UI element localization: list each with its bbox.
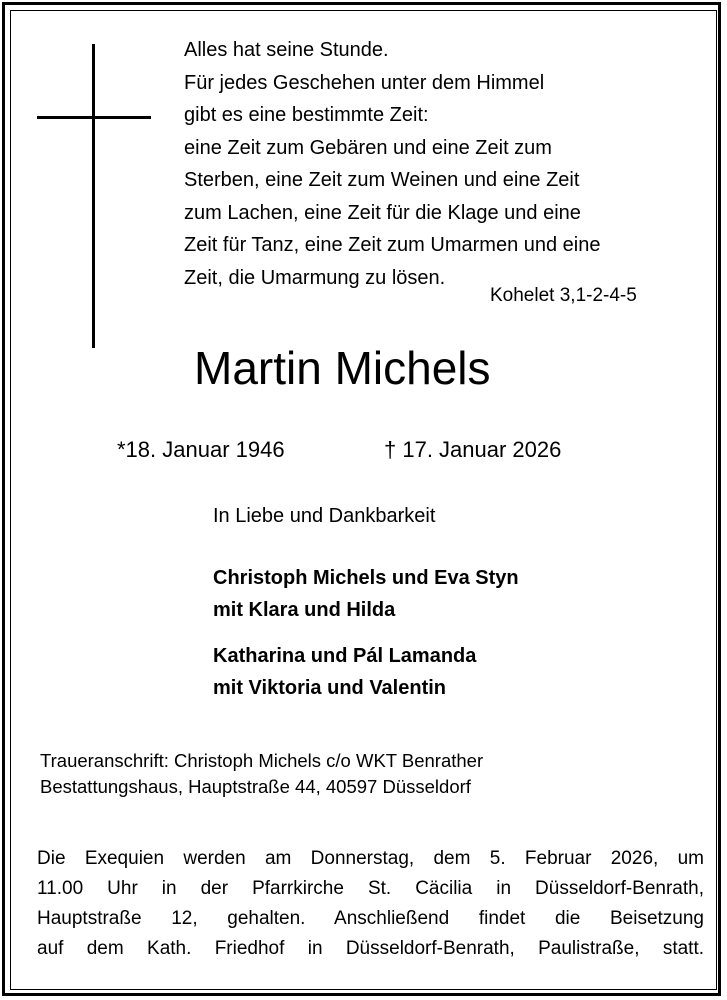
dedication-text: In Liebe und Dankbarkeit (213, 505, 436, 527)
service-line: 11.00 Uhr in der Pfarrkirche St. Cäcilia in Düsseldorf-Benrath, (37, 878, 704, 899)
family-names: Katharina und Pál Lamanda (213, 645, 477, 667)
verse-line: Für jedes Geschehen unter dem Himmel (184, 71, 545, 94)
verse-line: gibt es eine bestimmte Zeit: (184, 104, 429, 126)
mourning-address (40, 748, 483, 800)
service-line: Die Exequien werden am Donnerstag, dem 5. Februar 2026, um (37, 848, 704, 869)
birth-date: *18. Januar 1946 (117, 437, 285, 462)
death-date: † 17. Januar 2026 (384, 437, 562, 462)
family-group (213, 640, 476, 704)
cross-horizontal-bar (37, 116, 151, 119)
family-names: Christoph Michels und Eva Styn (213, 567, 519, 589)
service-line: Hauptstraße 12, gehalten. Anschließend findet die Beisetzung (37, 908, 704, 929)
verse-source: Kohelet 3,1-2-4-5 (490, 285, 637, 306)
verse-line: Sterben, eine Zeit zum Weinen und eine Zeit (184, 169, 580, 191)
verse-line: eine Zeit zum Gebären und eine Zeit zum (184, 136, 552, 159)
family-group (213, 562, 519, 626)
address-line: Traueranschrift: Christoph Michels c/o WKT Benrather (40, 750, 484, 771)
verse-line: zum Lachen, eine Zeit für die Klage und eine (184, 201, 581, 224)
verse-line: Alles hat seine Stunde. (184, 39, 389, 61)
bible-verse (184, 34, 694, 294)
family-children: mit Klara und Hilda (213, 599, 396, 621)
cross-vertical-bar (92, 44, 95, 348)
family-children: mit Viktoria und Valentin (213, 677, 447, 699)
verse-line: Zeit für Tanz, eine Zeit zum Umarmen und eine (184, 234, 601, 256)
service-line: auf dem Kath. Friedhof in Düsseldorf-Benrath, Paulistraße, statt. (37, 938, 704, 959)
verse-line: Zeit, die Umarmung zu lösen. (184, 266, 446, 289)
funeral-service-info (37, 844, 704, 964)
address-line: Bestattungshaus, Hauptstraße 44, 40597 Düsseldorf (40, 776, 471, 797)
deceased-name: Martin Michels (194, 342, 491, 394)
